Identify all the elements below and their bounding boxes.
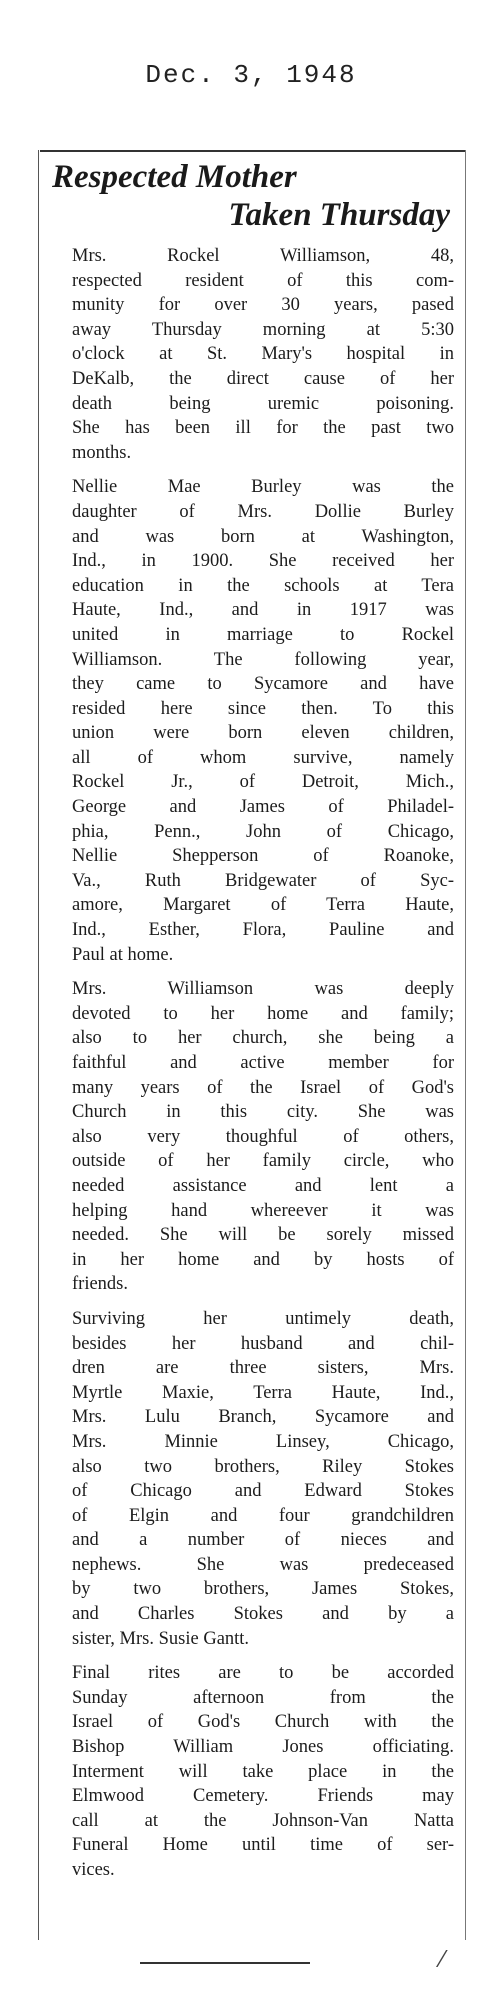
article-line: of Chicago and Edward Stokes xyxy=(72,1481,454,1502)
article-line: death being uremic poisoning. xyxy=(72,393,454,414)
article-paragraph xyxy=(52,1661,454,1882)
article-line: outside of her family circle, who xyxy=(72,1151,454,1172)
article-line: Ind., Esther, Flora, Pauline and xyxy=(72,920,454,941)
top-rule xyxy=(40,150,465,152)
headline-line-2: Taken Thursday xyxy=(228,197,450,233)
article-line: devoted to her home and family; xyxy=(72,1003,454,1024)
end-rule xyxy=(140,1962,310,1964)
article-line: Va., Ruth Bridgewater of Syc- xyxy=(72,870,454,891)
article-line: Surviving her untimely death, xyxy=(72,1308,454,1329)
article-line: respected resident of this com- xyxy=(72,270,454,291)
article-paragraph xyxy=(52,977,454,1297)
right-column-rule xyxy=(465,150,466,1940)
article-line: o'clock at St. Mary's hospital in xyxy=(72,344,454,365)
headline-line-1: Respected Mother xyxy=(52,159,297,195)
article-line: Israel of God's Church with the xyxy=(72,1712,454,1733)
article-line: Myrtle Maxie, Terra Haute, Ind., xyxy=(72,1382,454,1403)
article-paragraph xyxy=(52,244,454,465)
article-line: resided here since then. To this xyxy=(72,698,454,719)
article-line: Nellie Shepperson of Roanoke, xyxy=(72,846,454,867)
article-line: needed. She will be sorely missed xyxy=(72,1225,454,1246)
article-line: Haute, Ind., and in 1917 was xyxy=(72,600,454,621)
article-line: vices. xyxy=(72,1860,115,1880)
article-paragraph xyxy=(52,475,454,967)
article-line: nephews. She was predeceased xyxy=(72,1554,454,1575)
article-line: phia, Penn., John of Chicago, xyxy=(72,821,454,842)
article-line: She has been ill for the past two xyxy=(72,418,454,439)
article-line: Mrs. Williamson was deeply xyxy=(72,979,454,1000)
article-line: call at the Johnson-Van Natta xyxy=(72,1810,454,1831)
article-line: by two brothers, James Stokes, xyxy=(72,1579,454,1600)
article-line: daughter of Mrs. Dollie Burley xyxy=(72,501,454,522)
article-line: Church in this city. She was xyxy=(72,1102,454,1123)
article-line: DeKalb, the direct cause of her xyxy=(72,368,454,389)
article-line: Rockel Jr., of Detroit, Mich., xyxy=(72,772,454,793)
article-line: Williamson. The following year, xyxy=(72,649,454,670)
article-line: needed assistance and lent a xyxy=(72,1175,454,1196)
article-line: Bishop William Jones officiating. xyxy=(72,1737,454,1758)
article-line: besides her husband and chil- xyxy=(72,1333,454,1354)
article-line: in her home and by hosts of xyxy=(72,1249,454,1270)
article-line: dren are three sisters, Mrs. xyxy=(72,1358,454,1379)
article-line: Mrs. Minnie Linsey, Chicago, xyxy=(72,1431,454,1452)
article-line: also two brothers, Riley Stokes xyxy=(72,1456,454,1477)
article-line: faithful and active member for xyxy=(72,1053,454,1073)
article-line: united in marriage to Rockel xyxy=(72,624,454,645)
article-line: Interment will take place in the xyxy=(72,1761,454,1782)
obituary-article xyxy=(52,158,454,1893)
article-line: they came to Sycamore and have xyxy=(72,674,454,695)
headline xyxy=(52,158,454,234)
article-line: Mrs. Lulu Branch, Sycamore and xyxy=(72,1407,454,1428)
article-paragraph xyxy=(52,1307,454,1651)
article-line: sister, Mrs. Susie Gantt. xyxy=(72,1628,250,1649)
article-line: George and James of Philadel- xyxy=(72,797,454,818)
article-line: Ind., in 1900. She received her xyxy=(72,551,454,572)
article-line: union were born eleven children, xyxy=(72,723,454,744)
dateline: Dec. 3, 1948 xyxy=(145,60,357,90)
article-line: and Charles Stokes and by a xyxy=(72,1604,454,1625)
corner-mark: ⁄ xyxy=(440,1948,444,1973)
article-line: of Elgin and four grandchildren xyxy=(72,1505,454,1526)
article-line: Mrs. Rockel Williamson, 48, xyxy=(72,246,454,266)
article-line: friends. xyxy=(72,1274,128,1295)
article-line: Paul at home. xyxy=(72,944,174,965)
article-line: Funeral Home until time of ser- xyxy=(72,1835,454,1856)
article-line: months. xyxy=(72,442,132,463)
article-line: munity for over 30 years, pased xyxy=(72,295,454,316)
article-line: education in the schools at Tera xyxy=(72,575,454,596)
article-line: also to her church, she being a xyxy=(72,1028,454,1049)
article-line: Sunday afternoon from the xyxy=(72,1687,454,1708)
left-column-rule xyxy=(38,150,39,1940)
article-line: amore, Margaret of Terra Haute, xyxy=(72,895,454,916)
article-body xyxy=(52,244,454,1883)
article-line: and a number of nieces and xyxy=(72,1530,454,1551)
article-line: helping hand whereever it was xyxy=(72,1200,454,1221)
article-line: also very thoughful of others, xyxy=(72,1126,454,1147)
article-line: Final rites are to be accorded xyxy=(72,1663,454,1684)
article-line: many years of the Israel of God's xyxy=(72,1077,454,1098)
article-line: and was born at Washington, xyxy=(72,526,454,547)
article-line: away Thursday morning at 5:30 xyxy=(72,319,454,340)
article-line: Elmwood Cemetery. Friends may xyxy=(72,1786,454,1807)
article-line: Nellie Mae Burley was the xyxy=(72,477,454,498)
article-line: all of whom survive, namely xyxy=(72,747,454,768)
